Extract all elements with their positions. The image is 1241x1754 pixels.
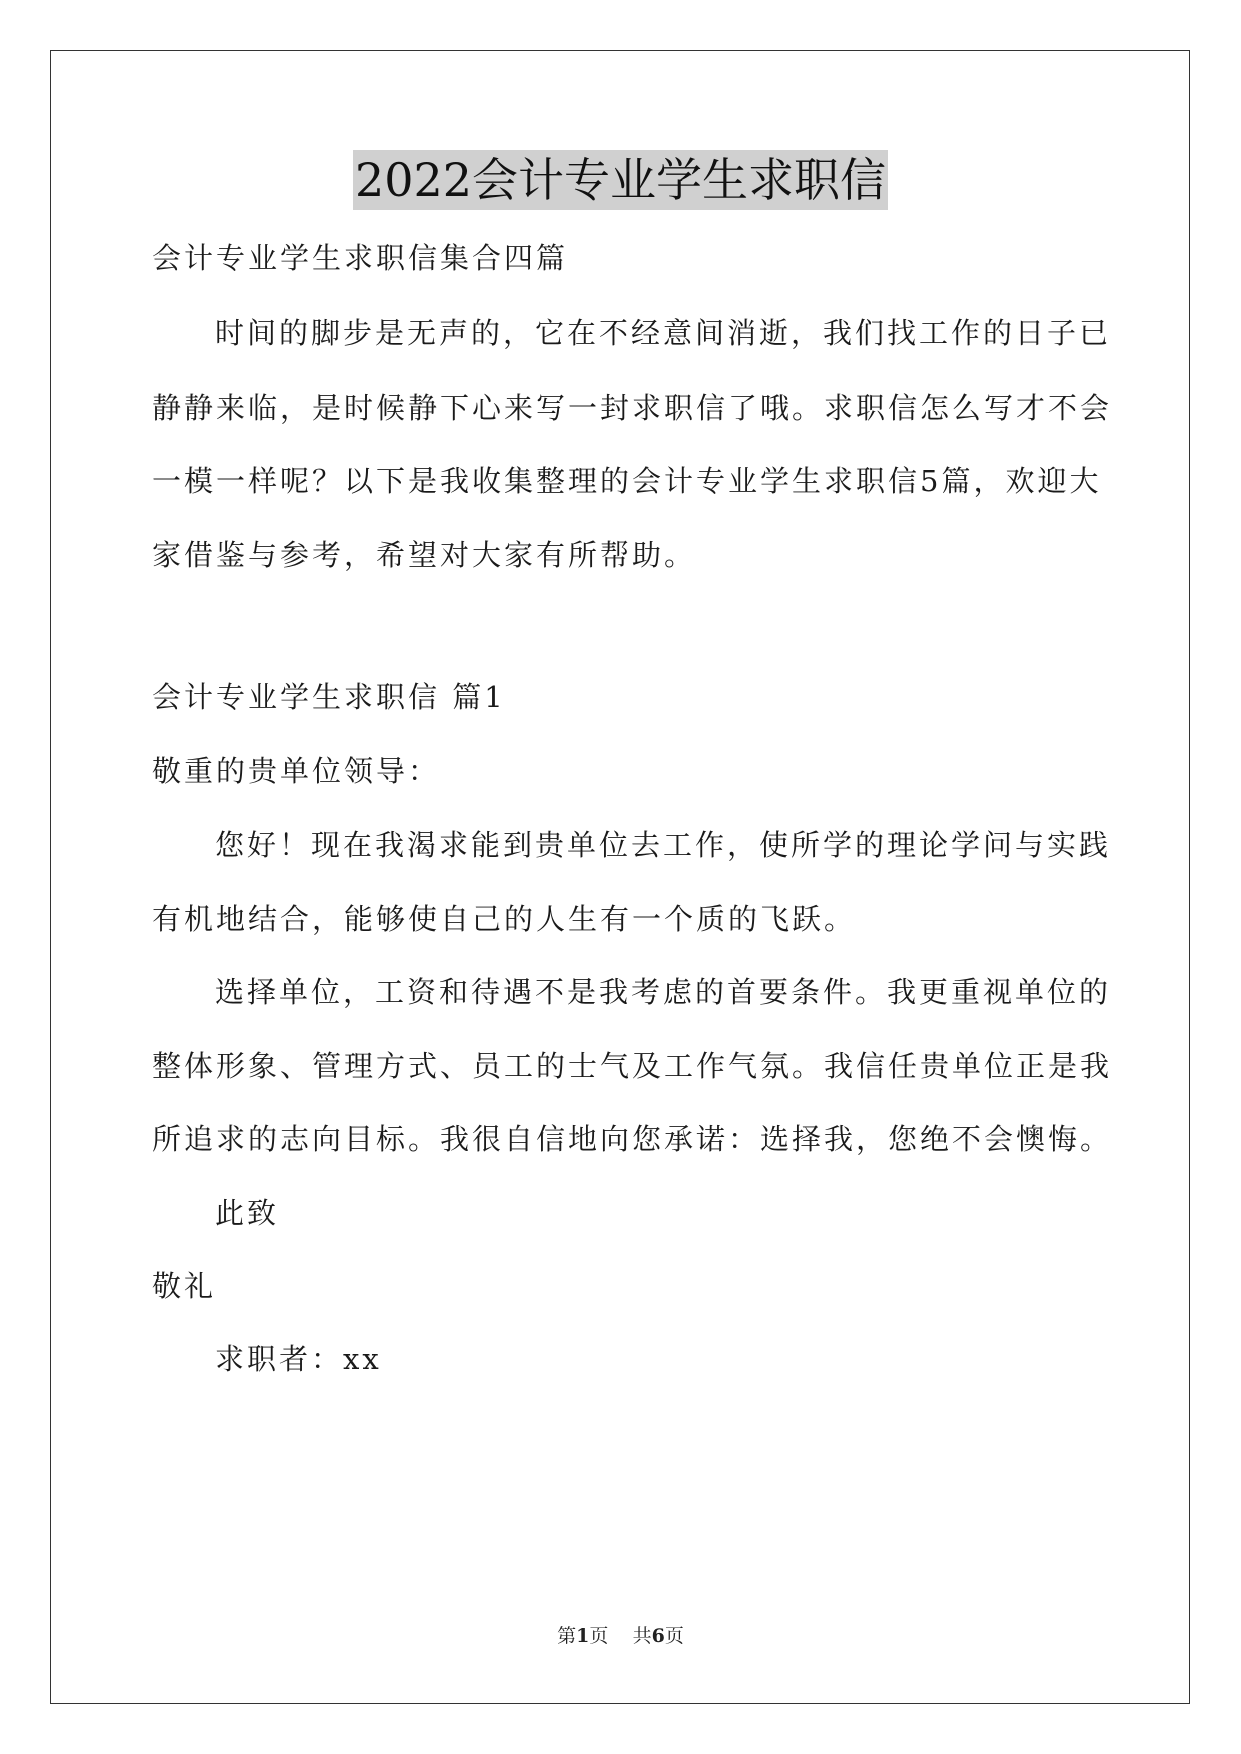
signature-line: 求职者：xx bbox=[215, 1342, 382, 1376]
body-line-5: 所追求的志向目标。我很自信地向您承诺：选择我，您绝不会懊悔。 bbox=[152, 1122, 1113, 1156]
intro-line-1: 时间的脚步是无声的，它在不经意间消逝，我们找工作的日子已 bbox=[215, 316, 1112, 350]
page-suffix: 页 bbox=[589, 1625, 609, 1647]
intro-line-3: 一模一样呢？以下是我收集整理的会计专业学生求职信5篇，欢迎大 bbox=[152, 464, 1102, 498]
title-container bbox=[0, 150, 1241, 210]
intro-line-2: 静静来临，是时候静下心来写一封求职信了哦。求职信怎么写才不会 bbox=[152, 391, 1113, 425]
body-line-1: 您好！现在我渴求能到贵单位去工作，使所学的理论学问与实践 bbox=[215, 828, 1112, 862]
page-prefix: 第 bbox=[557, 1625, 577, 1647]
regards-line: 敬礼 bbox=[152, 1269, 217, 1303]
closing-line: 此致 bbox=[215, 1196, 280, 1230]
page-border bbox=[50, 50, 1190, 1704]
body-line-4: 整体形象、管理方式、员工的士气及工作气氛。我信任贵单位正是我 bbox=[152, 1049, 1113, 1083]
intro-line-4: 家借鉴与参考，希望对大家有所帮助。 bbox=[152, 538, 697, 572]
page-footer bbox=[0, 1624, 1241, 1648]
page-number: 1 bbox=[576, 1625, 590, 1647]
salutation: 敬重的贵单位领导： bbox=[152, 754, 441, 788]
body-line-2: 有机地结合，能够使自己的人生有一个质的飞跃。 bbox=[152, 902, 857, 936]
subtitle: 会计专业学生求职信集合四篇 bbox=[152, 241, 569, 275]
total-suffix: 页 bbox=[664, 1625, 684, 1647]
section-heading: 会计专业学生求职信 篇1 bbox=[152, 680, 506, 714]
document-title: 2022会计专业学生求职信 bbox=[353, 150, 888, 210]
total-prefix: 共 bbox=[632, 1625, 652, 1647]
body-line-3: 选择单位，工资和待遇不是我考虑的首要条件。我更重视单位的 bbox=[215, 975, 1112, 1009]
total-pages: 6 bbox=[651, 1625, 665, 1647]
